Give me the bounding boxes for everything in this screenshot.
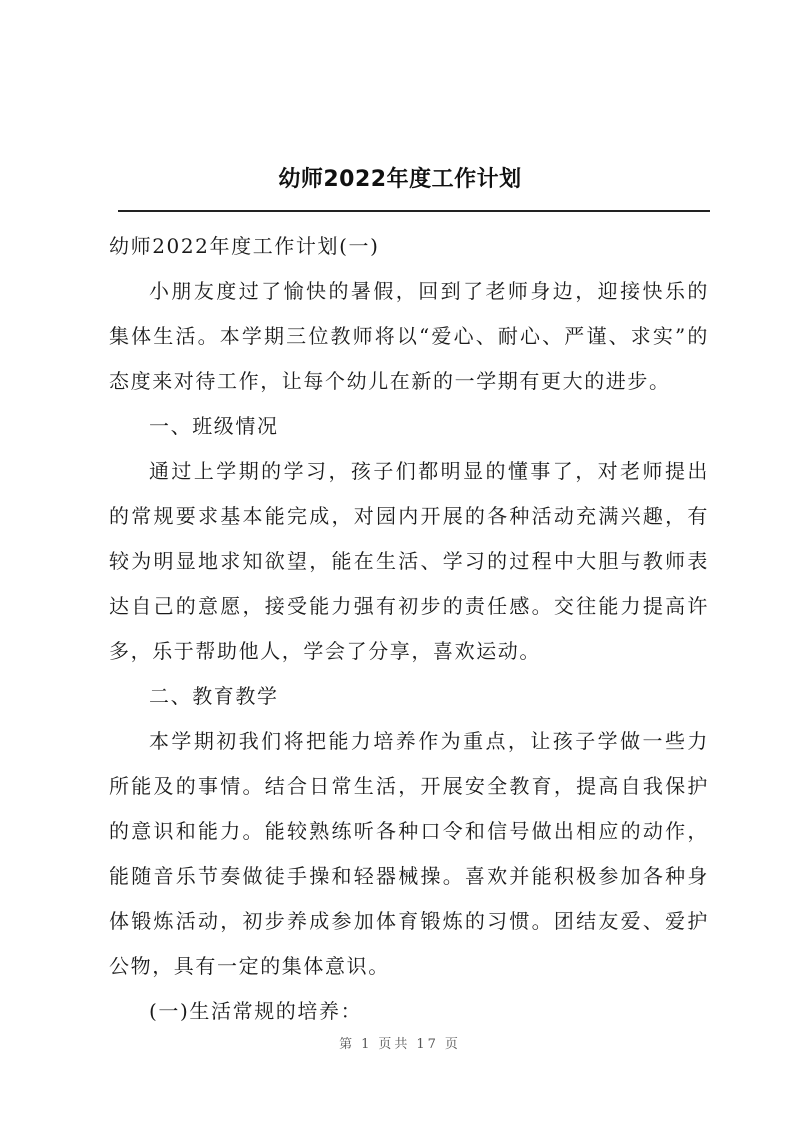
footer-suffix: 页 [444, 1037, 461, 1052]
document-title: 幼师2022年度工作计划 [278, 167, 522, 192]
paragraph: 小朋友度过了愉快的暑假，回到了老师身边，迎接快乐的集体生活。本学期三位教师将以“爱心、耐心、严谨、求实”的态度来对待工作，让每个幼儿在新的一学期有更大的进步。 [109, 279, 709, 393]
footer-prefix: 第 [339, 1037, 356, 1052]
footer-total-pages: 17 [416, 1037, 439, 1052]
page-footer [0, 1033, 800, 1052]
paragraph-heading: 幼师2022年度工作计划(一) [109, 234, 380, 258]
paragraph: 通过上学期的学习，孩子们都明显的懂事了，对老师提出的常规要求基本能完成，对园内开展的各种活动充满兴趣，有较为明显地求知欲望，能在生活、学习的过程中大胆与教师表达自己的意愿，接受能力强有初步的责任感。交往能力提高许多，乐于帮助他人，学会了分享，喜欢运动。 [109, 459, 709, 663]
footer-middle: 页共 [378, 1037, 411, 1052]
document-body [109, 224, 709, 1034]
paragraph: 本学期初我们将把能力培养作为重点，让孩子学做一些力所能及的事情。结合日常生活，开展安全教育，提高自我保护的意识和能力。能较熟练听各种口令和信号做出相应的动作，能随音乐节奏做徒手操和轻器械操。喜欢并能积极参加各种身体锻炼活动，初步养成参加体育锻炼的习惯。团结友爱、爱护公物，具有一定的集体意识。 [109, 729, 709, 978]
section-heading: 一、班级情况 [149, 414, 279, 438]
subsection-heading: (一)生活常规的培养： [149, 999, 363, 1023]
footer-page-number: 1 [361, 1037, 373, 1052]
section-heading: 二、教育教学 [149, 684, 279, 708]
title-divider [118, 210, 710, 212]
